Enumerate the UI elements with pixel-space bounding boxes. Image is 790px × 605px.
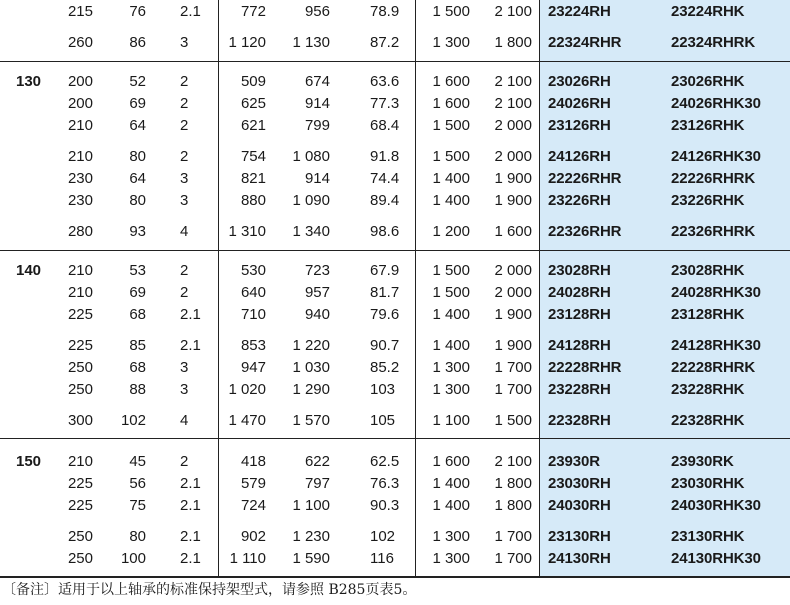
designation-tapered-cell: 23228RHK bbox=[671, 381, 745, 398]
fatigue-load-limit-cell: 98.6 bbox=[370, 223, 400, 240]
width-cell: 45 bbox=[129, 453, 146, 470]
fatigue-load-limit-cell: 90.3 bbox=[370, 497, 400, 514]
fatigue-load-limit-cell: 87.2 bbox=[370, 34, 400, 51]
static-load-rating-cell: 622 bbox=[304, 453, 330, 470]
dynamic-load-rating-cell: 509 bbox=[240, 73, 266, 90]
designation-tapered-cell: 24128RHK30 bbox=[671, 337, 761, 354]
width-cell: 64 bbox=[129, 117, 146, 134]
outer-diameter-cell: 225 bbox=[67, 497, 93, 514]
fatigue-load-limit-cell: 91.8 bbox=[370, 148, 400, 165]
designation-tapered-cell: 23030RHK bbox=[671, 475, 745, 492]
designation-cylindrical-cell: 24030RH bbox=[548, 497, 611, 514]
bore-size-cell: 140 bbox=[16, 262, 42, 279]
outer-diameter-cell: 225 bbox=[67, 475, 93, 492]
width-cell: 86 bbox=[129, 34, 146, 51]
outer-diameter-cell: 210 bbox=[67, 284, 93, 301]
designation-cylindrical-cell: 24126RH bbox=[548, 148, 611, 165]
designation-cylindrical-cell: 22324RHR bbox=[548, 34, 622, 51]
oil-speed-cell: 1 900 bbox=[494, 337, 532, 354]
group-divider bbox=[0, 438, 790, 439]
grease-speed-cell: 1 300 bbox=[432, 381, 470, 398]
group-divider bbox=[0, 61, 790, 62]
outer-diameter-cell: 250 bbox=[67, 528, 93, 545]
designation-tapered-cell: 23130RHK bbox=[671, 528, 745, 545]
oil-speed-cell: 2 100 bbox=[494, 453, 532, 470]
outer-diameter-cell: 210 bbox=[67, 262, 93, 279]
designation-tapered-cell: 24026RHK30 bbox=[671, 95, 761, 112]
chamfer-cell: 2 bbox=[180, 95, 189, 112]
fatigue-load-limit-cell: 105 bbox=[370, 412, 396, 429]
grease-speed-cell: 1 400 bbox=[432, 337, 470, 354]
fatigue-load-limit-cell: 103 bbox=[370, 381, 396, 398]
static-load-rating-cell: 1 100 bbox=[292, 497, 330, 514]
static-load-rating-cell: 1 230 bbox=[292, 528, 330, 545]
width-cell: 80 bbox=[129, 192, 146, 209]
chamfer-cell: 4 bbox=[180, 223, 189, 240]
dynamic-load-rating-cell: 621 bbox=[240, 117, 266, 134]
outer-diameter-cell: 260 bbox=[67, 34, 93, 51]
static-load-rating-cell: 940 bbox=[304, 306, 330, 323]
oil-speed-cell: 2 100 bbox=[494, 73, 532, 90]
outer-diameter-cell: 250 bbox=[67, 550, 93, 567]
width-cell: 75 bbox=[129, 497, 146, 514]
designation-cylindrical-cell: 23226RH bbox=[548, 192, 611, 209]
grease-speed-cell: 1 400 bbox=[432, 192, 470, 209]
chamfer-cell: 2 bbox=[180, 453, 189, 470]
fatigue-load-limit-cell: 102 bbox=[370, 528, 396, 545]
grease-speed-cell: 1 300 bbox=[432, 34, 470, 51]
grease-speed-cell: 1 400 bbox=[432, 475, 470, 492]
width-cell: 53 bbox=[129, 262, 146, 279]
chamfer-cell: 3 bbox=[180, 192, 189, 209]
designation-cylindrical-cell: 23026RH bbox=[548, 73, 611, 90]
grease-speed-cell: 1 400 bbox=[432, 497, 470, 514]
dynamic-load-rating-cell: 640 bbox=[240, 284, 266, 301]
bore-size-cell: 130 bbox=[16, 73, 42, 90]
designation-tapered-cell: 24126RHK30 bbox=[671, 148, 761, 165]
chamfer-cell: 2.1 bbox=[180, 3, 201, 20]
static-load-rating-cell: 1 080 bbox=[292, 148, 330, 165]
dynamic-load-rating-cell: 1 470 bbox=[228, 412, 266, 429]
chamfer-cell: 2.1 bbox=[180, 528, 201, 545]
designation-tapered-cell: 22228RHRK bbox=[671, 359, 756, 376]
chamfer-cell: 2.1 bbox=[180, 475, 201, 492]
dynamic-load-rating-cell: 1 310 bbox=[228, 223, 266, 240]
outer-diameter-cell: 200 bbox=[67, 73, 93, 90]
designation-cylindrical-cell: 23228RH bbox=[548, 381, 611, 398]
dynamic-load-rating-cell: 530 bbox=[240, 262, 266, 279]
grease-speed-cell: 1 200 bbox=[432, 223, 470, 240]
table-bottom-border bbox=[0, 576, 790, 578]
dynamic-load-rating-cell: 1 110 bbox=[229, 550, 266, 567]
outer-diameter-cell: 230 bbox=[67, 192, 93, 209]
grease-speed-cell: 1 600 bbox=[432, 95, 470, 112]
fatigue-load-limit-cell: 68.4 bbox=[370, 117, 400, 134]
width-cell: 80 bbox=[129, 148, 146, 165]
outer-diameter-cell: 215 bbox=[67, 3, 93, 20]
width-cell: 64 bbox=[129, 170, 146, 187]
designation-tapered-cell: 22326RHRK bbox=[671, 223, 756, 240]
oil-speed-cell: 2 000 bbox=[494, 284, 532, 301]
oil-speed-cell: 1 700 bbox=[494, 359, 532, 376]
oil-speed-cell: 2 100 bbox=[494, 3, 532, 20]
designation-tapered-cell: 23128RHK bbox=[671, 306, 745, 323]
fatigue-load-limit-cell: 81.7 bbox=[370, 284, 400, 301]
chamfer-cell: 2 bbox=[180, 262, 189, 279]
designation-tapered-cell: 24028RHK30 bbox=[671, 284, 761, 301]
designation-tapered-cell: 23226RHK bbox=[671, 192, 745, 209]
designation-cylindrical-cell: 23030RH bbox=[548, 475, 611, 492]
dynamic-load-rating-cell: 710 bbox=[240, 306, 266, 323]
chamfer-cell: 3 bbox=[180, 359, 189, 376]
designation-tapered-cell: 22328RHK bbox=[671, 412, 745, 429]
chamfer-cell: 4 bbox=[180, 412, 189, 429]
dynamic-load-rating-cell: 880 bbox=[240, 192, 266, 209]
static-load-rating-cell: 1 590 bbox=[292, 550, 330, 567]
fatigue-load-limit-cell: 63.6 bbox=[370, 73, 400, 90]
fatigue-load-limit-cell: 116 bbox=[370, 550, 394, 567]
static-load-rating-cell: 1 340 bbox=[292, 223, 330, 240]
width-cell: 52 bbox=[129, 73, 146, 90]
column-divider bbox=[539, 0, 540, 576]
chamfer-cell: 2 bbox=[180, 148, 189, 165]
fatigue-load-limit-cell: 67.9 bbox=[370, 262, 400, 279]
static-load-rating-cell: 1 090 bbox=[292, 192, 330, 209]
width-cell: 102 bbox=[120, 412, 146, 429]
chamfer-cell: 2.1 bbox=[180, 306, 201, 323]
designation-tapered-cell: 23224RHK bbox=[671, 3, 745, 20]
oil-speed-cell: 1 700 bbox=[494, 550, 532, 567]
oil-speed-cell: 1 900 bbox=[494, 170, 532, 187]
designation-cylindrical-cell: 22226RHR bbox=[548, 170, 622, 187]
oil-speed-cell: 1 700 bbox=[494, 381, 532, 398]
designation-tapered-cell: 22226RHRK bbox=[671, 170, 756, 187]
oil-speed-cell: 2 000 bbox=[494, 148, 532, 165]
bore-size-cell: 150 bbox=[16, 453, 42, 470]
designation-cylindrical-cell: 22326RHR bbox=[548, 223, 622, 240]
designation-cylindrical-cell: 23930R bbox=[548, 453, 600, 470]
fatigue-load-limit-cell: 90.7 bbox=[370, 337, 400, 354]
designation-cylindrical-cell: 24130RH bbox=[548, 550, 611, 567]
footnote: 〔备注〕适用于以上轴承的标准保持架型式，请参照 B285页表5。 bbox=[2, 582, 417, 598]
static-load-rating-cell: 1 130 bbox=[292, 34, 330, 51]
designation-cylindrical-cell: 23130RH bbox=[548, 528, 611, 545]
designation-tapered-cell: 22324RHRK bbox=[671, 34, 756, 51]
width-cell: 100 bbox=[120, 550, 146, 567]
oil-speed-cell: 1 700 bbox=[494, 528, 532, 545]
outer-diameter-cell: 250 bbox=[67, 359, 93, 376]
grease-speed-cell: 1 500 bbox=[432, 3, 470, 20]
chamfer-cell: 2.1 bbox=[180, 337, 201, 354]
designation-tapered-cell: 23126RHK bbox=[671, 117, 745, 134]
oil-speed-cell: 2 000 bbox=[494, 117, 532, 134]
grease-speed-cell: 1 400 bbox=[432, 170, 470, 187]
grease-speed-cell: 1 500 bbox=[432, 117, 470, 134]
oil-speed-cell: 1 500 bbox=[494, 412, 532, 429]
fatigue-load-limit-cell: 62.5 bbox=[370, 453, 400, 470]
designation-cylindrical-cell: 23126RH bbox=[548, 117, 611, 134]
designation-cylindrical-cell: 23028RH bbox=[548, 262, 611, 279]
outer-diameter-cell: 230 bbox=[67, 170, 93, 187]
outer-diameter-cell: 200 bbox=[67, 95, 93, 112]
dynamic-load-rating-cell: 754 bbox=[240, 148, 266, 165]
grease-speed-cell: 1 500 bbox=[432, 284, 470, 301]
designation-cylindrical-cell: 24028RH bbox=[548, 284, 611, 301]
fatigue-load-limit-cell: 89.4 bbox=[370, 192, 400, 209]
static-load-rating-cell: 914 bbox=[304, 170, 330, 187]
designation-tapered-cell: 23930RK bbox=[671, 453, 734, 470]
dynamic-load-rating-cell: 579 bbox=[240, 475, 266, 492]
chamfer-cell: 2 bbox=[180, 284, 189, 301]
column-divider bbox=[218, 0, 219, 576]
width-cell: 85 bbox=[129, 337, 146, 354]
oil-speed-cell: 1 800 bbox=[494, 497, 532, 514]
dynamic-load-rating-cell: 947 bbox=[240, 359, 266, 376]
designation-tapered-cell: 23026RHK bbox=[671, 73, 745, 90]
fatigue-load-limit-cell: 85.2 bbox=[370, 359, 400, 376]
grease-speed-cell: 1 100 bbox=[432, 412, 470, 429]
outer-diameter-cell: 225 bbox=[67, 306, 93, 323]
designation-tapered-cell: 24130RHK30 bbox=[671, 550, 761, 567]
chamfer-cell: 3 bbox=[180, 34, 189, 51]
grease-speed-cell: 1 300 bbox=[432, 528, 470, 545]
oil-speed-cell: 1 900 bbox=[494, 306, 532, 323]
designation-cylindrical-cell: 23128RH bbox=[548, 306, 611, 323]
width-cell: 69 bbox=[129, 95, 146, 112]
oil-speed-cell: 1 800 bbox=[494, 475, 532, 492]
outer-diameter-cell: 210 bbox=[67, 148, 93, 165]
grease-speed-cell: 1 400 bbox=[432, 306, 470, 323]
dynamic-load-rating-cell: 1 020 bbox=[228, 381, 266, 398]
fatigue-load-limit-cell: 77.3 bbox=[370, 95, 400, 112]
dynamic-load-rating-cell: 724 bbox=[240, 497, 266, 514]
grease-speed-cell: 1 300 bbox=[432, 359, 470, 376]
width-cell: 88 bbox=[129, 381, 146, 398]
dynamic-load-rating-cell: 853 bbox=[240, 337, 266, 354]
chamfer-cell: 3 bbox=[180, 170, 189, 187]
width-cell: 80 bbox=[129, 528, 146, 545]
designation-tapered-cell: 24030RHK30 bbox=[671, 497, 761, 514]
static-load-rating-cell: 1 570 bbox=[292, 412, 330, 429]
chamfer-cell: 2 bbox=[180, 73, 189, 90]
designation-cylindrical-cell: 24128RH bbox=[548, 337, 611, 354]
dynamic-load-rating-cell: 1 120 bbox=[228, 34, 266, 51]
static-load-rating-cell: 1 290 bbox=[292, 381, 330, 398]
column-divider bbox=[415, 0, 416, 576]
static-load-rating-cell: 674 bbox=[304, 73, 330, 90]
width-cell: 69 bbox=[129, 284, 146, 301]
grease-speed-cell: 1 600 bbox=[432, 453, 470, 470]
dynamic-load-rating-cell: 418 bbox=[240, 453, 266, 470]
designation-tapered-cell: 23028RHK bbox=[671, 262, 745, 279]
static-load-rating-cell: 797 bbox=[304, 475, 330, 492]
static-load-rating-cell: 1 030 bbox=[292, 359, 330, 376]
group-divider bbox=[0, 250, 790, 251]
oil-speed-cell: 2 000 bbox=[494, 262, 532, 279]
grease-speed-cell: 1 500 bbox=[432, 148, 470, 165]
static-load-rating-cell: 956 bbox=[304, 3, 330, 20]
oil-speed-cell: 1 900 bbox=[494, 192, 532, 209]
width-cell: 56 bbox=[129, 475, 146, 492]
grease-speed-cell: 1 500 bbox=[432, 262, 470, 279]
static-load-rating-cell: 914 bbox=[304, 95, 330, 112]
designation-cylindrical-cell: 22328RH bbox=[548, 412, 611, 429]
static-load-rating-cell: 799 bbox=[304, 117, 330, 134]
designation-cylindrical-cell: 24026RH bbox=[548, 95, 611, 112]
designation-cylindrical-cell: 23224RH bbox=[548, 3, 611, 20]
width-cell: 68 bbox=[129, 306, 146, 323]
oil-speed-cell: 1 600 bbox=[494, 223, 532, 240]
dynamic-load-rating-cell: 821 bbox=[240, 170, 266, 187]
oil-speed-cell: 1 800 bbox=[494, 34, 532, 51]
outer-diameter-cell: 225 bbox=[67, 337, 93, 354]
outer-diameter-cell: 280 bbox=[67, 223, 93, 240]
width-cell: 76 bbox=[129, 3, 146, 20]
chamfer-cell: 3 bbox=[180, 381, 189, 398]
outer-diameter-cell: 210 bbox=[67, 453, 93, 470]
grease-speed-cell: 1 600 bbox=[432, 73, 470, 90]
outer-diameter-cell: 210 bbox=[67, 117, 93, 134]
dynamic-load-rating-cell: 772 bbox=[240, 3, 266, 20]
static-load-rating-cell: 957 bbox=[304, 284, 330, 301]
chamfer-cell: 2.1 bbox=[180, 497, 201, 514]
fatigue-load-limit-cell: 78.9 bbox=[370, 3, 400, 20]
fatigue-load-limit-cell: 76.3 bbox=[370, 475, 400, 492]
dynamic-load-rating-cell: 902 bbox=[240, 528, 266, 545]
static-load-rating-cell: 723 bbox=[304, 262, 330, 279]
width-cell: 93 bbox=[129, 223, 146, 240]
width-cell: 68 bbox=[129, 359, 146, 376]
designation-cylindrical-cell: 22228RHR bbox=[548, 359, 622, 376]
fatigue-load-limit-cell: 79.6 bbox=[370, 306, 400, 323]
outer-diameter-cell: 250 bbox=[67, 381, 93, 398]
dynamic-load-rating-cell: 625 bbox=[240, 95, 266, 112]
fatigue-load-limit-cell: 74.4 bbox=[370, 170, 400, 187]
oil-speed-cell: 2 100 bbox=[494, 95, 532, 112]
grease-speed-cell: 1 300 bbox=[432, 550, 470, 567]
static-load-rating-cell: 1 220 bbox=[292, 337, 330, 354]
outer-diameter-cell: 300 bbox=[67, 412, 93, 429]
chamfer-cell: 2 bbox=[180, 117, 189, 134]
chamfer-cell: 2.1 bbox=[180, 550, 201, 567]
